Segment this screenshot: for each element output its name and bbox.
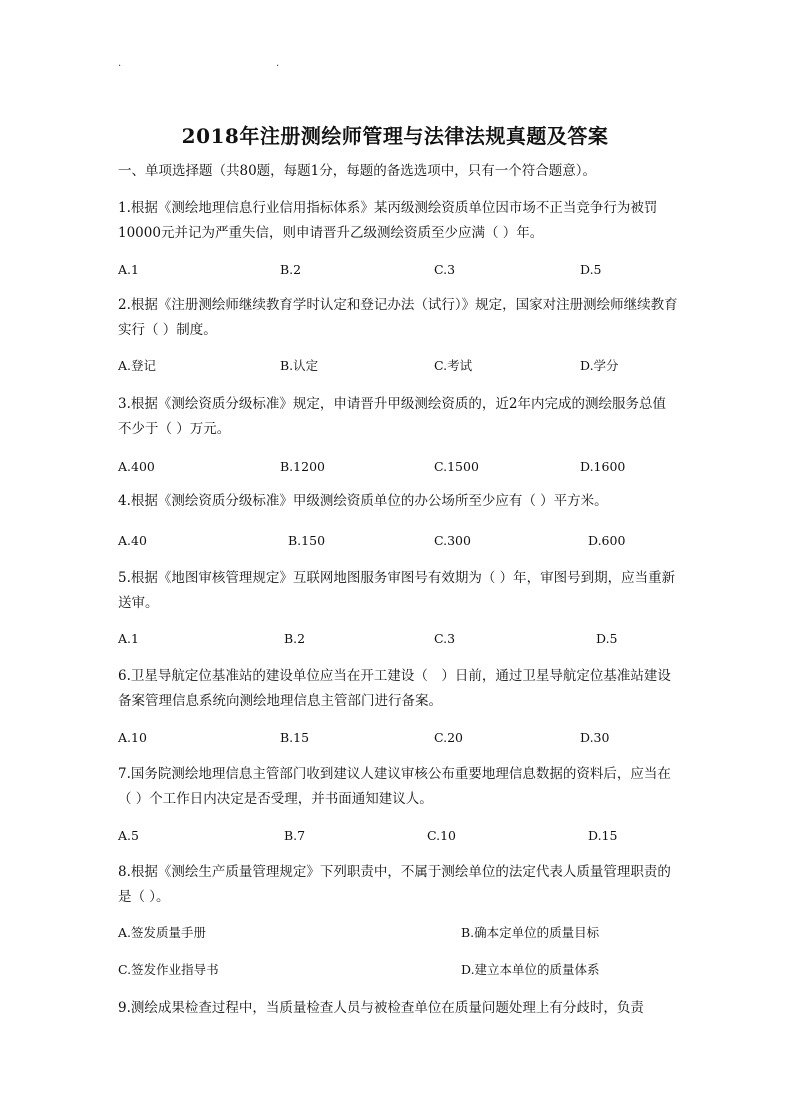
option-d: D.1600 <box>580 459 626 474</box>
option-a: A.登记 <box>118 358 157 373</box>
question-1-options <box>118 259 678 281</box>
option-b: B.7 <box>284 828 306 843</box>
option-c: C.3 <box>434 262 456 277</box>
option-a: A.10 <box>118 730 147 745</box>
question-3-options <box>118 456 678 478</box>
option-d: D.15 <box>588 828 618 843</box>
option-b: B.确本定单位的质量目标 <box>461 925 600 940</box>
question-5-options <box>118 628 678 650</box>
question-4: 4.根据《测绘资质分级标准》甲级测绘资质单位的办公场所至少应有（ ）平方米。 <box>118 493 608 509</box>
option-d: D.建立本单位的质量体系 <box>461 962 600 977</box>
option-a: A.5 <box>118 828 139 843</box>
option-c: C.考试 <box>434 358 473 373</box>
option-d: D.学分 <box>580 358 619 373</box>
header-dot-left: . <box>118 58 122 69</box>
option-b: B.150 <box>288 533 326 548</box>
page-header <box>118 58 288 70</box>
question-4-options <box>118 530 678 552</box>
option-a: A.签发质量手册 <box>118 925 207 940</box>
option-c: C.1500 <box>434 459 479 474</box>
option-b: B.15 <box>280 730 310 745</box>
option-c: C.10 <box>427 828 456 843</box>
option-b: B.1200 <box>280 459 325 474</box>
option-d: D.30 <box>580 730 610 745</box>
option-d: D.5 <box>580 262 602 277</box>
question-7-options <box>118 825 678 847</box>
option-c: C.签发作业指导书 <box>118 962 219 977</box>
option-a: A.1 <box>118 631 139 646</box>
header-dot-right: . <box>276 58 280 69</box>
option-b: B.2 <box>280 262 302 277</box>
question-8-options-row-1 <box>118 922 678 944</box>
document-title: 2018年注册测绘师管理与法律法规真题及答案 <box>181 124 609 148</box>
question-2-options <box>118 355 678 377</box>
option-c: C.3 <box>434 631 456 646</box>
question-5: 5.根据《地图审核管理规定》互联网地图服务审图号有效期为（ ）年，审图号到期，应当重新送审。 <box>118 570 676 611</box>
question-6-options <box>118 727 678 749</box>
option-d: D.600 <box>588 533 626 548</box>
option-d: D.5 <box>596 631 618 646</box>
section-heading: 一、单项选择题（共80题，每题1分，每题的备选选项中，只有一个符合题意）。 <box>118 163 597 179</box>
question-3: 3.根据《测绘资质分级标准》规定，申请晋升甲级测绘资质的，近2年内完成的测绘服务总值不少于（ ）万元。 <box>118 396 666 437</box>
option-a: A.400 <box>118 459 155 474</box>
option-c: C.300 <box>434 533 471 548</box>
option-b: B.认定 <box>280 358 319 373</box>
question-8: 8.根据《测绘生产质量管理规定》下列职责中，不属于测绘单位的法定代表人质量管理职责的是（ ）。 <box>118 864 671 905</box>
question-6: 6.卫星导航定位基准站的建设单位应当在开工建设（ ）日前，通过卫星导航定位基准站建设备案管理信息系统向测绘地理信息主管部门进行备案。 <box>118 668 671 709</box>
question-9: 9.测绘成果检查过程中，当质量检查人员与被检查单位在质量问题处理上有分歧时，负责 <box>118 1000 644 1016</box>
question-8-options-row-2 <box>118 959 678 981</box>
option-c: C.20 <box>434 730 463 745</box>
option-b: B.2 <box>284 631 306 646</box>
question-7: 7.国务院测绘地理信息主管部门收到建议人建议审核公布重要地理信息数据的资料后，应当在（ ）个工作日内决定是否受理，并书面通知建议人。 <box>118 766 671 807</box>
option-a: A.1 <box>118 262 139 277</box>
question-1: 1.根据《测绘地理信息行业信用指标体系》某丙级测绘资质单位因市场不正当竞争行为被罚10000元并记为严重失信，则申请晋升乙级测绘资质至少应满（ ）年。 <box>118 200 658 241</box>
question-2: 2.根据《注册测绘师继续教育学时认定和登记办法（试行）》规定，国家对注册测绘师继续教育实行（ ）制度。 <box>118 297 678 338</box>
option-a: A.40 <box>118 533 147 548</box>
